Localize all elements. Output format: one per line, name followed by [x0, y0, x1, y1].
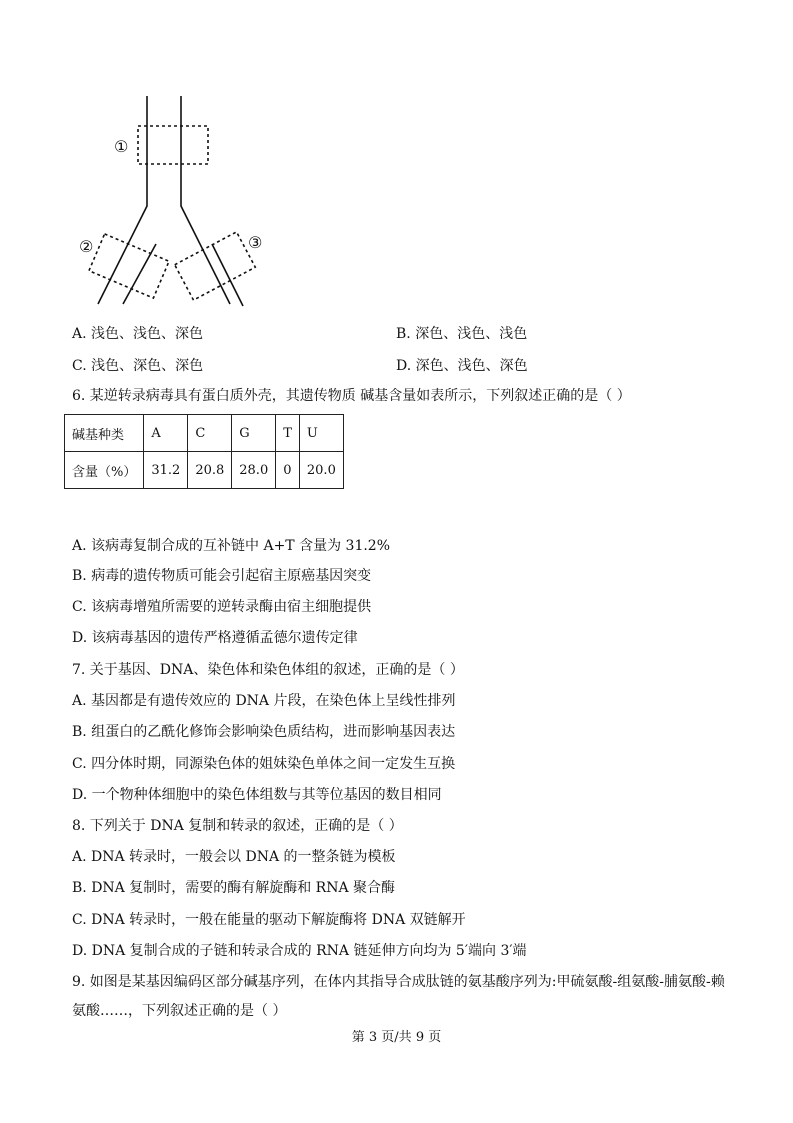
q5-option-a[interactable]: A. 浅色、浅色、深色 — [72, 326, 204, 342]
table-cell: T — [276, 415, 300, 452]
table-row — [65, 452, 344, 489]
q6-option-c[interactable]: C. 该病毒增殖所需要的逆转录酶由宿主细胞提供 — [72, 599, 372, 615]
q8-stem: 8. 下列关于 DNA 复制和转录的叙述，正确的是（ ） — [72, 818, 403, 834]
strand-right-outer — [181, 96, 230, 304]
q6-option-d[interactable]: D. 该病毒基因的遗传严格遵循孟德尔遗传定律 — [72, 630, 358, 646]
q5-option-d[interactable]: D. 深色、浅色、深色 — [396, 358, 528, 374]
q8-option-b[interactable]: B. DNA 复制时，需要的酶有解旋酶和 RNA 聚合酶 — [72, 880, 396, 896]
label-1: ① — [114, 137, 129, 156]
q9-stem-line1: 9. 如图是某基因编码区部分碱基序列，在体内其指导合成肽链的氨基酸序列为:甲硫氨酸-组氨酸-脯氨酸-赖 — [72, 974, 725, 990]
replication-fork-figure — [70, 96, 280, 316]
box-3 — [175, 232, 256, 300]
table-cell: 20.0 — [299, 452, 343, 489]
q8-option-c[interactable]: C. DNA 转录时，一般在能量的驱动下解旋酶将 DNA 双链解开 — [72, 912, 466, 928]
q7-option-a[interactable]: A. 基因都是有遗传效应的 DNA 片段，在染色体上呈线性排列 — [72, 693, 456, 709]
q7-option-c[interactable]: C. 四分体时期，同源染色体的姐妹染色单体之间一定发生互换 — [72, 756, 456, 772]
q6-option-a[interactable]: A. 该病毒复制合成的互补链中 A+T 含量为 31.2% — [72, 538, 391, 554]
table-cell: 31.2 — [144, 452, 188, 489]
q5-option-c[interactable]: C. 浅色、深色、深色 — [72, 358, 204, 374]
table-cell: C — [188, 415, 232, 452]
q5-option-b[interactable]: B. 深色、浅色、浅色 — [396, 326, 528, 342]
q8-option-a[interactable]: A. DNA 转录时，一般会以 DNA 的一整条链为模板 — [72, 849, 396, 865]
table-cell: 20.8 — [188, 452, 232, 489]
q7-option-d[interactable]: D. 一个物种体细胞中的染色体组数与其等位基因的数目相同 — [72, 787, 442, 803]
strand-left-inner — [117, 206, 128, 308]
table-cell: G — [232, 415, 276, 452]
table-cell: A — [144, 415, 188, 452]
label-3: ③ — [248, 233, 263, 252]
q7-stem: 7. 关于基因、DNA、染色体和染色体组的叙述，正确的是（ ） — [72, 662, 464, 678]
q6-stem: 6. 某逆转录病毒具有蛋白质外壳，其遗传物质 碱基含量如表所示，下列叙述正确的是（ ） — [72, 388, 631, 404]
box-2 — [89, 234, 169, 298]
label-2: ② — [79, 237, 94, 256]
table-row-header: 碱基种类 — [65, 415, 144, 452]
table-cell: U — [299, 415, 343, 452]
table-cell: 28.0 — [232, 452, 276, 489]
q9-stem-line2: 氨酸……，下列叙述正确的是（ ） — [72, 1003, 287, 1019]
table-cell: 0 — [276, 452, 300, 489]
q6-option-b[interactable]: B. 病毒的遗传物质可能会引起宿主原癌基因突变 — [72, 568, 372, 584]
daughter-strand-right — [212, 244, 243, 306]
q7-option-b[interactable]: B. 组蛋白的乙酰化修饰会影响染色质结构，进而影响基因表达 — [72, 724, 456, 740]
base-content-table — [64, 414, 344, 489]
q8-option-d[interactable]: D. DNA 复制合成的子链和转录合成的 RNA 链延伸方向均为 5′端向 3′端 — [72, 943, 527, 959]
table-row-header: 含量（%） — [65, 452, 144, 489]
dna-strands — [98, 96, 243, 308]
box-1 — [138, 126, 208, 164]
table-row — [65, 415, 344, 452]
page-footer: 第 3 页/共 9 页 — [351, 1030, 442, 1045]
